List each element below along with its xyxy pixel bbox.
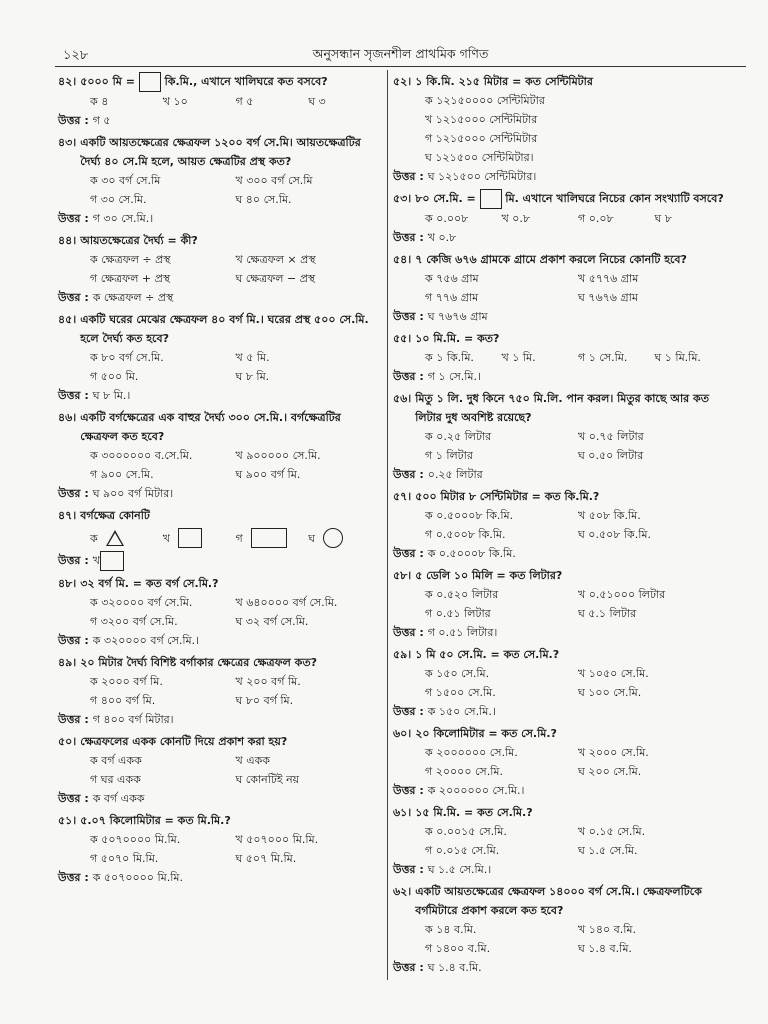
answer-label: উত্তর : xyxy=(58,554,89,567)
option-label: ক xyxy=(90,531,98,545)
answer-label: উত্তর : xyxy=(393,784,424,797)
question-number: ৫১। xyxy=(58,814,77,827)
option: ক ১ কি.মি. xyxy=(425,351,474,364)
option: ঘ ৪০ সে.মি. xyxy=(235,193,292,206)
shape-option xyxy=(308,528,381,548)
option: গ ০.০৮ xyxy=(578,212,614,225)
answer-label: উত্তর : xyxy=(58,487,89,500)
option: ঘ ১০০ সে.মি. xyxy=(578,686,642,699)
options xyxy=(58,171,381,209)
answer-label: উত্তর : xyxy=(58,389,89,402)
answer-text: খ ০.৮ xyxy=(427,231,457,244)
option: গ ১ লিটার xyxy=(425,449,473,462)
question-block xyxy=(58,811,381,887)
options xyxy=(58,250,381,288)
answer-line xyxy=(393,623,731,642)
option: খ ০.৮ xyxy=(501,212,531,225)
options xyxy=(393,209,731,228)
option: খ ৫৭৭৬ গ্রাম xyxy=(578,272,639,285)
option: ক ১৫০ সে.মি. xyxy=(425,667,490,680)
option: ক ৩২০০০০ বর্গ সে.মি. xyxy=(90,596,193,609)
question-block xyxy=(393,645,731,721)
options xyxy=(393,743,731,781)
answer-text: গ ০.৫১ লিটার। xyxy=(427,626,498,639)
option: গ ২০০০০ সে.মি. xyxy=(425,765,503,778)
question-block xyxy=(58,653,381,729)
column-divider xyxy=(387,70,388,980)
option: খ ক্ষেত্রফল × প্রস্থ xyxy=(235,253,316,266)
option: ঘ কোনটিই নয় xyxy=(235,773,300,786)
option: ঘ ৫.১ লিটার xyxy=(578,607,637,620)
option: ঘ ৫০৭ মি.মি. xyxy=(235,852,297,865)
option: খ ৫০৭০০০ মি.মি. xyxy=(235,833,319,846)
question-block xyxy=(58,231,381,307)
question-text: ২০ মিটার দৈর্ঘ্য বিশিষ্ট বর্গাকার ক্ষেত্রের ক্ষেত্রফল কত? xyxy=(80,656,317,669)
option: ক ক্ষেত্রফল ÷ প্রস্থ xyxy=(90,253,171,266)
option: ক ৫০৭০০০০ মি.মি. xyxy=(90,833,181,846)
answer-line xyxy=(393,367,731,386)
question-text: ৫০০ মিটার ৮ সেন্টিমিটার = কত কি.মি.? xyxy=(415,490,600,503)
question-number: ৫৭। xyxy=(393,490,412,503)
option: ক ০.৫০০০৮ কি.মি. xyxy=(425,509,514,522)
option: গ ৫০৭০ মি.মি. xyxy=(90,852,159,865)
option: ঘ ০.৫০৮ কি.মি. xyxy=(578,528,651,541)
question-number: ৫০। xyxy=(58,735,77,748)
option: ঘ ৩ xyxy=(308,95,326,108)
question-row xyxy=(58,408,381,446)
option: গ ১২১৫০০০ সেন্টিমিটার xyxy=(425,132,538,145)
left-column xyxy=(58,72,381,890)
option: গ ০.০১৫ সে.মি. xyxy=(425,844,500,857)
answer-text: ক ৩২০০০০ বর্গ সে.মি.। xyxy=(92,634,200,647)
answer-text: ০.২৫ লিটার xyxy=(427,468,483,481)
question-row xyxy=(393,189,731,209)
book-title: অনুসন্ধান সৃজনশীল প্রাথমিক গণিত xyxy=(312,46,489,61)
answer-line xyxy=(393,307,731,326)
option: ক ০.০০১৫ সে.মি. xyxy=(425,825,507,838)
question-number: ৬০। xyxy=(393,727,412,740)
question-number: ৬২। xyxy=(393,885,412,898)
option: গ ক্ষেত্রফল + প্রস্থ xyxy=(90,272,171,285)
question-block xyxy=(393,72,731,186)
answer-label: উত্তর : xyxy=(393,468,424,481)
option: ঘ ২০০ সে.মি. xyxy=(578,765,642,778)
answer-text: গ ৩০ সে.মি.। xyxy=(92,212,154,225)
option: গ ১৫০০ সে.মি. xyxy=(425,686,496,699)
answer-label: উত্তর : xyxy=(393,370,424,383)
right-column xyxy=(393,72,731,980)
question-row xyxy=(58,506,381,525)
options xyxy=(393,348,731,367)
answer-line xyxy=(393,544,731,563)
question-text: ১ কি.মি. ২১৫ মিটার = কত সেন্টিমিটার xyxy=(415,75,593,88)
options xyxy=(58,593,381,631)
answer-label: উত্তর : xyxy=(393,310,424,323)
question-row xyxy=(58,310,381,348)
answer-line xyxy=(58,209,381,228)
option: গ ৪০০ বর্গ মি. xyxy=(90,694,156,707)
options xyxy=(393,91,731,167)
question-number: ৬১। xyxy=(393,806,412,819)
answer-line xyxy=(58,386,381,405)
question-row xyxy=(393,645,731,664)
answer-label: উত্তর : xyxy=(58,871,89,884)
option: ঘ ১২১৫০০ সেন্টিমিটার। xyxy=(425,151,534,164)
question-number: ৪২। xyxy=(58,75,77,88)
question-text: ৫ ডেলি ১০ মিলি = কত লিটার? xyxy=(415,569,563,582)
question-block xyxy=(393,389,731,484)
question-text: ২০ কিলোমিটার = কত সে.মি.? xyxy=(415,727,557,740)
question-block xyxy=(393,329,731,386)
question-block xyxy=(58,72,381,130)
option: ঘ ৮০ বর্গ মি. xyxy=(235,694,294,707)
option-label: ঘ xyxy=(308,531,316,545)
question-text-part: ৫০০০ মি = xyxy=(80,75,139,88)
answer-text: ক বর্গ একক xyxy=(92,792,145,805)
question-row xyxy=(58,574,381,593)
question-row xyxy=(58,732,381,751)
answer-label: উত্তর : xyxy=(393,705,424,718)
question-row xyxy=(393,72,731,91)
answer-text: ক ২০০০০০০ সে.মি.। xyxy=(427,784,525,797)
question-block xyxy=(393,487,731,563)
answer-text: ঘ ১.৫ সে.মি.। xyxy=(427,863,492,876)
question-text: একটি আয়তক্ষেত্রের ক্ষেত্রফল ১২০০ বর্গ সে.মি। আয়তক্ষেত্রটির দৈর্ঘ্য ৪০ সে.মি হলে, আয়ত ক্ষেত্রটির প্রস্থ কত? xyxy=(80,136,361,168)
option: গ ৫০০ মি. xyxy=(90,370,139,383)
option: গ ঘর একক xyxy=(90,773,141,786)
option: খ ১৪০ ব.মি. xyxy=(578,923,637,936)
question-text-part: মি. এখানে খালিঘরে নিচের কোন সংখ্যাটি বসবে? xyxy=(501,192,724,205)
question-row xyxy=(393,389,731,427)
question-row xyxy=(393,566,731,585)
question-row xyxy=(58,133,381,171)
answer-line xyxy=(58,551,381,571)
triangle-shape xyxy=(106,530,124,546)
question-number: ৪৯। xyxy=(58,656,77,669)
question-text: একটি ঘরের মেঝের ক্ষেত্রফল ৪০ বর্গ মি.। ঘরের প্রস্থ ৫০০ সে.মি. হলে দৈর্ঘ্য কত হবে? xyxy=(80,313,369,345)
blank-box xyxy=(480,189,502,209)
option: ঘ ১ মি.মি. xyxy=(654,351,701,364)
options xyxy=(58,348,381,386)
answer-text: ঘ ৯০০ বর্গ মিটার। xyxy=(92,487,174,500)
blank-box xyxy=(139,72,161,92)
option: ক ৪ xyxy=(90,95,109,108)
answer-line xyxy=(58,789,381,808)
question-number: ৪৩। xyxy=(58,136,77,149)
option: ঘ ১.৫ সে.মি. xyxy=(578,844,638,857)
question-block xyxy=(393,566,731,642)
option: ঘ ৮ xyxy=(654,212,672,225)
option: খ ০.৫১০০০ লিটার xyxy=(578,588,666,601)
answer-text: ঘ ৮ মি.। xyxy=(92,389,131,402)
option: ঘ ৯০০ বর্গ মি. xyxy=(235,468,301,481)
answer-text: ঘ ৭৬৭৬ গ্রাম xyxy=(427,310,488,323)
answer-line xyxy=(393,228,731,247)
option: খ ১২১৫০০০ সেন্টিমিটার xyxy=(425,113,538,126)
question-number: ৪৫। xyxy=(58,313,77,326)
question-block xyxy=(58,408,381,503)
answer-label: উত্তর : xyxy=(58,291,89,304)
page-header xyxy=(55,44,746,67)
option: খ ২০০০ সে.মি. xyxy=(578,746,649,759)
answer-line xyxy=(58,484,381,503)
question-block xyxy=(58,574,381,650)
question-text: একটি বর্গক্ষেত্রের এক বাহুর দৈর্ঘ্য ৩০০ সে.মি.। বর্গক্ষেত্রটির ক্ষেত্রফল কত হবে? xyxy=(80,411,341,443)
question-text: বর্গক্ষেত্র কোনটি xyxy=(80,509,150,522)
option: ঘ ৭৬৭৬ গ্রাম xyxy=(578,291,638,304)
options xyxy=(58,446,381,484)
option: ঘ ৮ মি. xyxy=(235,370,270,383)
options xyxy=(58,672,381,710)
options xyxy=(393,920,731,958)
question-text: ৫.০৭ কিলোমিটার = কত মি.মি.? xyxy=(80,814,231,827)
answer-text: গ ৫ xyxy=(92,114,111,127)
question-number: ৪৬। xyxy=(58,411,77,424)
question-row xyxy=(393,329,731,348)
option: ক ৮০ বর্গ সে.মি. xyxy=(90,351,164,364)
question-number: ৪৪। xyxy=(58,234,77,247)
option: খ ৬৪০০০০ বর্গ সে.মি. xyxy=(235,596,338,609)
option: গ ৩০ সে.মি. xyxy=(90,193,147,206)
option: ক ৩০ বর্গ সে.মি xyxy=(90,174,161,187)
option: খ ২০০ বর্গ মি. xyxy=(235,675,301,688)
answer-label: উত্তর : xyxy=(393,547,424,560)
question-text: ৩২ বর্গ মি. = কত বর্গ সে.মি.? xyxy=(80,577,219,590)
question-number: ৫৩। xyxy=(393,192,412,205)
question-text: মিতু ১ লি. দুধ কিনে ৭৫০ মি.লি. পান করল। মিতুর কাছে আর কত লিটার দুধ অবশিষ্ট রয়েছে? xyxy=(415,392,709,424)
options xyxy=(393,822,731,860)
option: ক ২০০০ বর্গ মি. xyxy=(90,675,163,688)
option: খ ৯০০০০০ সে.মি. xyxy=(235,449,321,462)
option: ক ০.৫২০ লিটার xyxy=(425,588,499,601)
answer-label: উত্তর : xyxy=(393,626,424,639)
question-text: ক্ষেত্রফলের একক কোনটি দিয়ে প্রকাশ করা হয়? xyxy=(80,735,288,748)
option: গ ৭৭৬ গ্রাম xyxy=(425,291,479,304)
shape-options xyxy=(58,525,381,551)
option: খ ৫০৮ কি.মি. xyxy=(578,509,641,522)
question-text: ১০ মি.মি. = কত? xyxy=(415,332,500,345)
option: ক ১২১৫০০০০ সেন্টিমিটার xyxy=(425,94,545,107)
option: ক ০.০০৮ xyxy=(425,212,469,225)
answer-line xyxy=(393,465,731,484)
question-row xyxy=(58,653,381,672)
options xyxy=(393,269,731,307)
circle-shape xyxy=(323,528,343,548)
answer-line xyxy=(58,631,381,650)
question-block xyxy=(393,189,731,247)
option: ক ২০০০০০০ সে.মি. xyxy=(425,746,518,759)
question-number: ৪৮। xyxy=(58,577,77,590)
question-text: ১৫ মি.মি. = কত সে.মি.? xyxy=(415,806,533,819)
answer-text: গ ৪০০ বর্গ মিটার। xyxy=(92,713,174,726)
question-text: আয়তক্ষেত্রের দৈর্ঘ্য = কী? xyxy=(80,234,198,247)
option: ক বর্গ একক xyxy=(90,754,142,767)
shape-option xyxy=(236,528,309,548)
question-row xyxy=(58,811,381,830)
rectangle-shape xyxy=(251,528,287,548)
option-label: গ xyxy=(235,531,243,545)
question-number: ৫৮। xyxy=(393,569,412,582)
question-row xyxy=(393,724,731,743)
option: গ ০.৫১ লিটার xyxy=(425,607,491,620)
page-number: ১২৮ xyxy=(63,48,89,63)
answer-label: উত্তর : xyxy=(393,231,424,244)
answer-label: উত্তর : xyxy=(58,634,89,647)
question-row xyxy=(58,231,381,250)
answer-label: উত্তর : xyxy=(58,212,89,225)
option: খ ১ মি. xyxy=(501,351,536,364)
option: গ ০.৫০০৮ কি.মি. xyxy=(425,528,506,541)
options xyxy=(393,506,731,544)
option: খ ৫ মি. xyxy=(235,351,270,364)
answer-label: উত্তর : xyxy=(393,863,424,876)
option: খ ১০৫০ সে.মি. xyxy=(578,667,649,680)
question-text: ১ মি ৫০ সে.মি. = কত সে.মি.? xyxy=(415,648,560,661)
answer-text: ক ০.৫০০০৮ কি.মি. xyxy=(427,547,516,560)
answer-label: উত্তর : xyxy=(58,114,89,127)
question-row xyxy=(393,803,731,822)
answer-line xyxy=(58,868,381,887)
question-block xyxy=(393,724,731,800)
question-row xyxy=(393,882,731,920)
option: গ ৯০০ সে.মি. xyxy=(90,468,154,481)
option: গ ৫ xyxy=(235,95,254,108)
answer-line xyxy=(393,958,731,977)
question-text: একটি আয়তক্ষেত্রের ক্ষেত্রফল ১৪০০০ বর্গ সে.মি.। ক্ষেত্রফলটিকে বর্গমিটারে প্রকাশ করলে কত হবে? xyxy=(415,885,702,917)
answer-line xyxy=(393,860,731,879)
option: ঘ ক্ষেত্রফল − প্রস্থ xyxy=(235,272,316,285)
option: খ ০.৭৫ লিটার xyxy=(578,430,644,443)
option: খ একক xyxy=(235,754,270,767)
answer-label: উত্তর : xyxy=(393,170,424,183)
answer-line xyxy=(393,167,731,186)
option: খ ০.১৫ সে.মি. xyxy=(578,825,646,838)
question-number: ৪৭। xyxy=(58,509,77,522)
option: গ ১ সে.মি. xyxy=(578,351,628,364)
question-block xyxy=(58,133,381,228)
answer-line xyxy=(58,111,381,130)
question-block xyxy=(393,250,731,326)
question-block xyxy=(393,803,731,879)
option: ক ৭৫৬ গ্রাম xyxy=(425,272,479,285)
question-block xyxy=(58,506,381,571)
question-row xyxy=(393,487,731,506)
option: গ ১৪০০ ব.মি. xyxy=(425,942,491,955)
answer-line xyxy=(393,781,731,800)
question-number: ৫২। xyxy=(393,75,412,88)
answer-line xyxy=(58,710,381,729)
shape-option xyxy=(163,528,236,548)
option: ক ০.২৫ লিটার xyxy=(425,430,492,443)
square-shape xyxy=(178,528,202,548)
answer-label: উত্তর : xyxy=(58,713,89,726)
option: ক ৩০০০০০০ ব.সে.মি. xyxy=(90,449,193,462)
answer-text: ঘ ১.৪ ব.মি. xyxy=(427,961,482,974)
question-text-part: ৮০ সে.মি. = xyxy=(415,192,480,205)
question-text-part: কি.মি., এখানে খালিঘরে কত বসবে? xyxy=(160,75,328,88)
answer-label: উত্তর : xyxy=(58,792,89,805)
question-text: ৭ কেজি ৬৭৬ গ্রামকে গ্রামে প্রকাশ করলে নিচের কোনটি হবে? xyxy=(415,253,687,266)
shape-option xyxy=(90,529,163,548)
question-number: ৫৫। xyxy=(393,332,412,345)
options xyxy=(393,585,731,623)
option: ক ১৪ ব.মি. xyxy=(425,923,477,936)
question-number: ৫৬। xyxy=(393,392,412,405)
options xyxy=(393,664,731,702)
options xyxy=(58,751,381,789)
answer-text: ক ৫০৭০০০০ মি.মি. xyxy=(92,871,183,884)
option: গ ৩২০০ বর্গ সে.মি. xyxy=(90,615,178,628)
answer-square-shape xyxy=(100,551,124,571)
options xyxy=(58,830,381,868)
answer-text: ক ১৫০ সে.মি.। xyxy=(427,705,496,718)
question-block xyxy=(58,732,381,808)
question-number: ৫৯। xyxy=(393,648,412,661)
question-text xyxy=(415,189,731,209)
question-block xyxy=(58,310,381,405)
option: ঘ ০.৫০ লিটার xyxy=(578,449,644,462)
question-number: ৫৪। xyxy=(393,253,412,266)
option: ঘ ৩২ বর্গ সে.মি. xyxy=(235,615,309,628)
question-block xyxy=(393,882,731,977)
answer-text: ক ক্ষেত্রফল ÷ প্রস্থ xyxy=(92,291,174,304)
question-row xyxy=(58,72,381,92)
answer-text: ঘ ১২১৫০০ সেন্টিমিটার। xyxy=(427,170,537,183)
answer-text: গ ১ সে.মি.। xyxy=(427,370,481,383)
answer-line xyxy=(393,702,731,721)
options xyxy=(58,92,381,111)
option-label: খ xyxy=(162,531,170,545)
answer-label: উত্তর : xyxy=(393,961,424,974)
options xyxy=(393,427,731,465)
option: ঘ ১.৪ ব.মি. xyxy=(578,942,632,955)
option: খ ১০ xyxy=(162,95,188,108)
option: খ ৩০০ বর্গ সে.মি xyxy=(235,174,313,187)
question-text xyxy=(80,72,381,92)
answer-line xyxy=(58,288,381,307)
question-row xyxy=(393,250,731,269)
answer-text: খ xyxy=(92,554,100,567)
